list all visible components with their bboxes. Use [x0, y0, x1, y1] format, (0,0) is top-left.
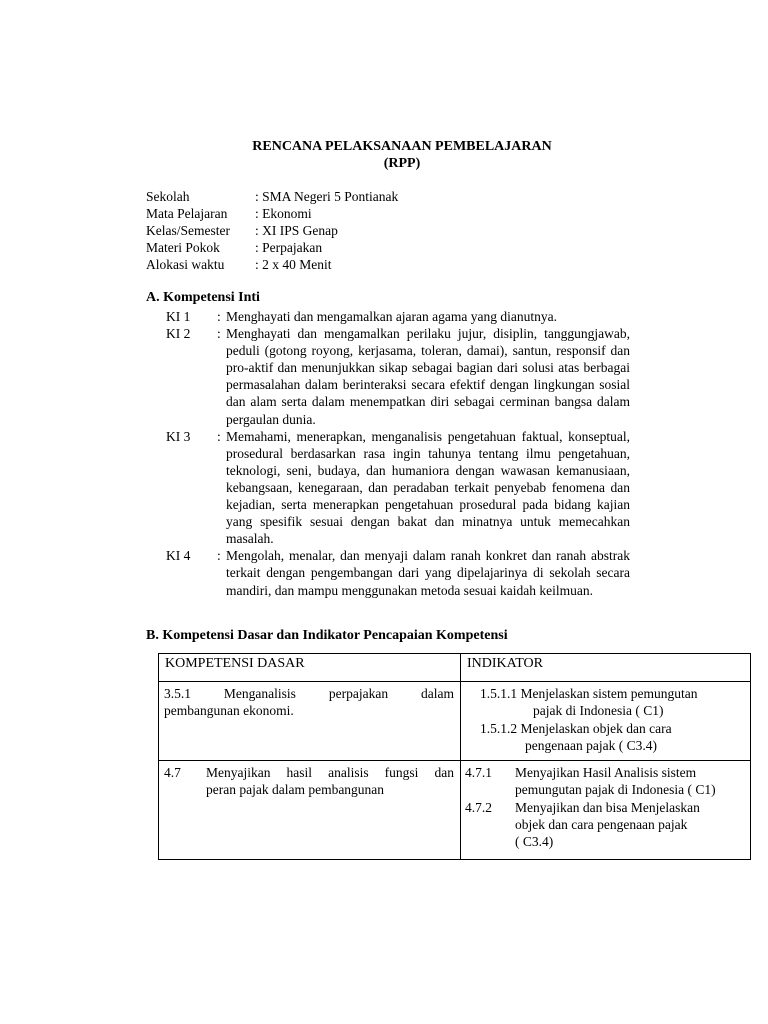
- identity-label: Sekolah: [146, 189, 190, 204]
- kd-text-line: pembangunan ekonomi.: [164, 703, 294, 718]
- identity-row-kelas-semester: [146, 222, 398, 239]
- document-title: RENCANA PELAKSANAAN PEMBELAJARAN: [252, 139, 552, 154]
- competency-table: [158, 653, 751, 860]
- indicator-code: 4.7.2: [465, 800, 492, 815]
- identity-value: : Perpajakan: [255, 240, 323, 255]
- ki-text: Menghayati dan mengamalkan perilaku jujur, disiplin, tanggungjawab, peduli (gotong royong, kerjasama, toleran, damai), santun, responsif dan pro-aktif dan menunjukkan sikap sebagai bagian dari solusi atas berbagai permasalahan dalam berinteraksi secara efektif dengan lingkungan sosial dan alam serta dalam menempatkan diri sebagai cerminan bangsa dalam pergaulan dunia.: [226, 326, 630, 427]
- section-b-heading: B. Kompetensi Dasar dan Indikator Pencapaian Kompetensi: [146, 628, 508, 643]
- ki-code: KI 4: [166, 548, 191, 564]
- indicator-text: pengenaan pajak ( C3.4): [525, 738, 657, 753]
- kompetensi-inti-list: [166, 308, 630, 599]
- kd-cell: [159, 761, 461, 860]
- document-subtitle: (RPP): [383, 156, 421, 171]
- identity-value: : Ekonomi: [255, 206, 312, 221]
- ki-code: KI 1: [166, 309, 191, 324]
- identity-row-sekolah: [146, 188, 398, 205]
- indicator-text: pajak di Indonesia ( C1): [533, 703, 664, 718]
- identity-label: Materi Pokok: [146, 240, 220, 255]
- identity-label: Kelas/Semester: [146, 223, 230, 238]
- identity-row-materi-pokok: [146, 239, 398, 256]
- ki-colon: :: [217, 309, 221, 324]
- ki-colon: :: [217, 326, 221, 342]
- indicator-text: ( C3.4): [515, 834, 554, 849]
- indicator-text: objek dan cara pengenaan pajak: [515, 817, 688, 832]
- ki-colon: :: [217, 548, 221, 564]
- identity-row-mata-pelajaran: [146, 205, 398, 222]
- identity-row-alokasi-waktu: [146, 256, 398, 273]
- ki-item: [166, 547, 630, 598]
- table-row: [159, 761, 751, 860]
- kd-cell: [159, 682, 461, 761]
- identity-label: Alokasi waktu: [146, 257, 225, 272]
- ki-text: Mengolah, menalar, dan menyaji dalam ranah konkret dan ranah abstrak terkait dengan pengembangan dari yang dipelajarinya di sekolah secara mandiri, dan mampu menggunakan metoda sesuai kaidah keilmuan.: [226, 548, 630, 598]
- ki-colon: :: [217, 428, 221, 444]
- identity-value: : 2 x 40 Menit: [255, 257, 332, 272]
- ki-item: [166, 308, 630, 325]
- indicator-text: Menjelaskan sistem pemungutan: [520, 686, 698, 701]
- kd-text-line: 3.5.1 Menganalisis perpajakan dalam: [164, 686, 454, 701]
- indicator-text: pemungutan pajak di Indonesia ( C1): [515, 782, 716, 797]
- kd-number: 4.7: [164, 765, 181, 780]
- section-a-heading: A. Kompetensi Inti: [146, 290, 260, 305]
- indicator-text: Menyajikan Hasil Analisis sistem: [515, 765, 697, 780]
- indicator-code: 4.7.1: [465, 765, 492, 780]
- indicator-text: Menyajikan dan bisa Menjelaskan: [515, 800, 700, 815]
- ki-text: Memahami, menerapkan, menganalisis pengetahuan faktual, konseptual, prosedural berdasarkan rasa ingin tahunya tentang ilmu pengetahuan, teknologi, seni, budaya, dan humaniora dengan wawasan kemanusiaan, kebangsaan, kenegaraan, dan peradaban terkait penyebab fenomena dan kejadian, serta menerapkan pengetahuan prosedural pada bidang kajian yang spesifik sesuai dengan bakat dan minatnya untuk memecahkan masalah.: [226, 428, 630, 547]
- kd-text-line: Menyajikan hasil analisis fungsi dan: [206, 765, 454, 780]
- indicator-text: Menjelaskan objek dan cara: [520, 721, 672, 736]
- table-header-kompetensi-dasar: KOMPETENSI DASAR: [159, 654, 461, 682]
- indicator-code: 1.5.1.1: [480, 686, 518, 701]
- indicator-cell: [461, 761, 751, 860]
- table-row: [159, 682, 751, 761]
- identity-value: : XI IPS Genap: [255, 223, 338, 238]
- ki-code: KI 3: [166, 428, 191, 444]
- ki-text: Menghayati dan mengamalkan ajaran agama yang dianutnya.: [226, 309, 557, 324]
- indicator-code: 1.5.1.2: [480, 721, 518, 736]
- kd-text-line: peran pajak dalam pembangunan: [206, 782, 385, 797]
- ki-item: [166, 325, 630, 428]
- table-header-indikator: INDIKATOR: [461, 654, 751, 682]
- indicator-cell: [461, 682, 751, 761]
- identity-label: Mata Pelajaran: [146, 206, 228, 221]
- ki-code: KI 2: [166, 326, 191, 342]
- identity-value: : SMA Negeri 5 Pontianak: [255, 189, 399, 204]
- ki-item: [166, 428, 630, 548]
- identity-block: [146, 188, 398, 273]
